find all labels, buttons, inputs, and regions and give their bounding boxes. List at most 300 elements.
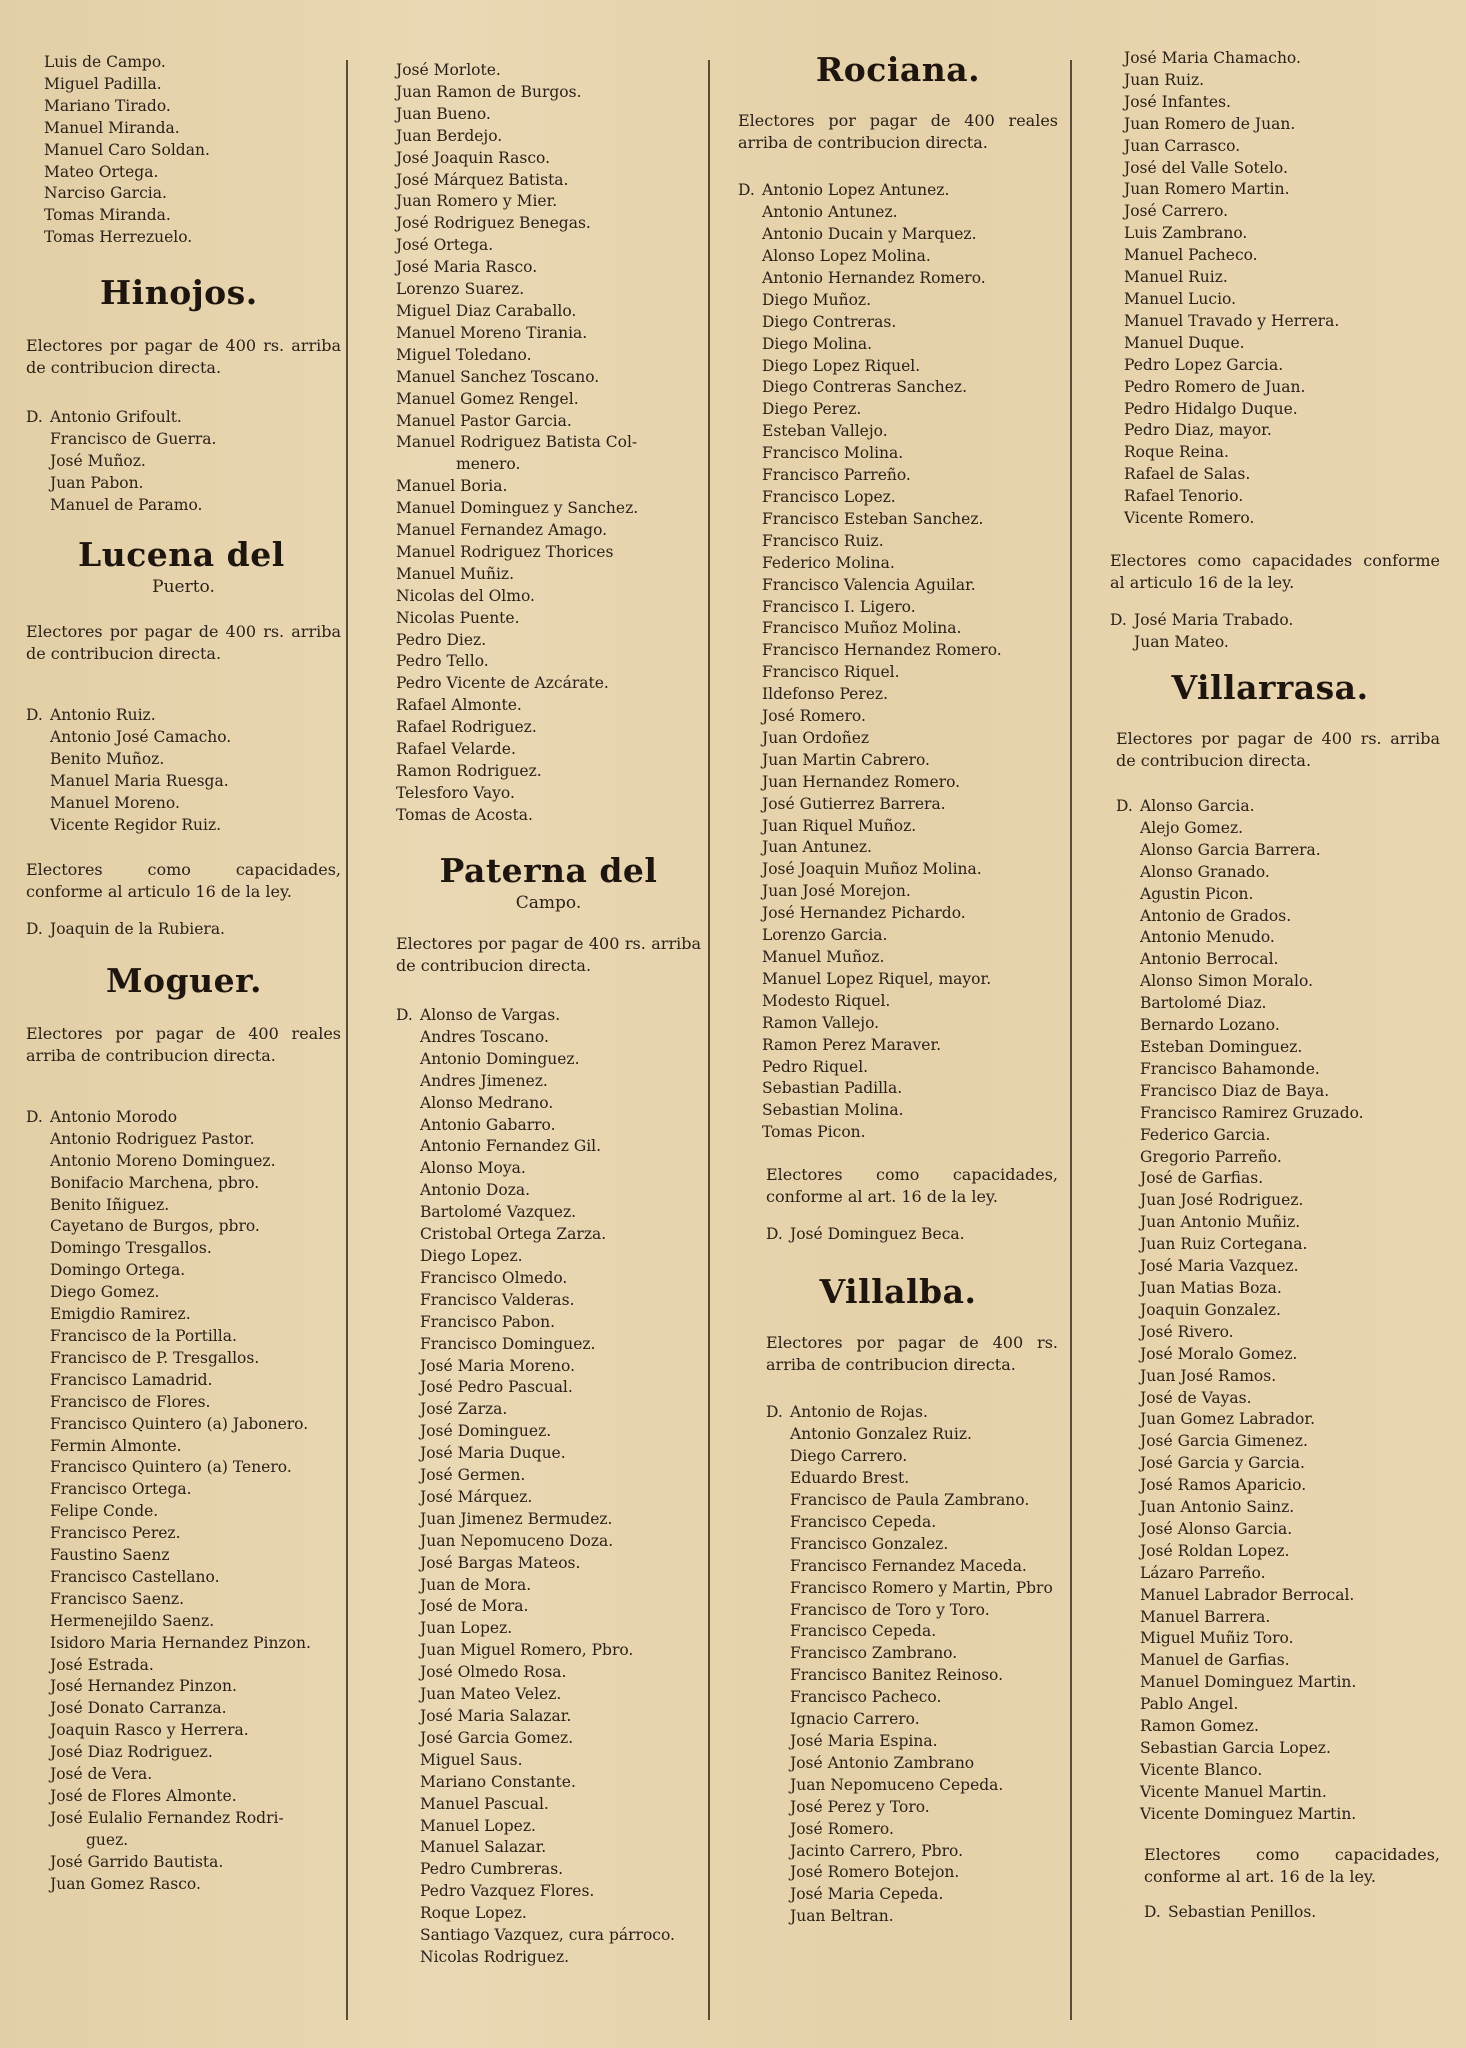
town-heading-paterna: Paterna del: [439, 850, 658, 890]
section-note: Electores como capacidades, conforme al art. 16 de la ley.: [766, 1165, 1058, 1207]
list-item: Diego Lopez.: [420, 1246, 523, 1265]
list-item: Pedro Tello.: [396, 652, 489, 671]
list-item: Ramon Perez Maraver.: [762, 1035, 942, 1054]
list-item: Felipe Conde.: [50, 1502, 159, 1521]
list-item: Francisco Esteban Sanchez.: [762, 509, 984, 528]
list-item: Manuel Gomez Rengel.: [396, 389, 579, 408]
list-item: José Zarza.: [420, 1400, 508, 1419]
list-item: Francisco Lamadrid.: [50, 1370, 213, 1389]
list-item: Antonio Berrocal.: [1140, 950, 1279, 969]
list-item: Diego Carrero.: [790, 1447, 908, 1466]
list-item: Nicolas Puente.: [396, 608, 520, 627]
list-item: José Pedro Pascual.: [420, 1378, 573, 1397]
list-item: Agustin Picon.: [1140, 884, 1254, 903]
list-item: José Márquez Batista.: [396, 170, 569, 189]
list-item: Miguel Muñiz Toro.: [1140, 1629, 1294, 1648]
list-item: Manuel Boria.: [396, 477, 508, 496]
list-item: José de Mora.: [420, 1597, 529, 1616]
list-item: Antonio Antunez.: [762, 203, 898, 222]
list-item: Antonio Doza.: [420, 1181, 531, 1200]
list-item: Nicolas del Olmo.: [396, 586, 535, 605]
list-item: Francisco Valencia Aguilar.: [762, 575, 976, 594]
list-item: Roque Lopez.: [420, 1904, 527, 1923]
list-item: Manuel Travado y Herrera.: [1124, 311, 1340, 330]
list-item: Alonso Garcia Barrera.: [1140, 840, 1321, 859]
list-item: Francisco Valderas.: [420, 1290, 575, 1309]
town-heading-lucena: Lucena del: [78, 534, 285, 574]
list-item: José de Garfias.: [1140, 1169, 1264, 1188]
name-list: [1100, 1902, 1440, 1924]
list-item: José Bargas Mateos.: [420, 1553, 581, 1572]
list-item: Antonio Gabarro.: [420, 1115, 556, 1134]
list-item: Juan Beltran.: [790, 1907, 894, 1926]
list-item: Manuel Pastor Garcia.: [396, 411, 572, 430]
list-item: José Roldan Lopez.: [1140, 1541, 1290, 1560]
list-item: Francisco Pacheco.: [790, 1688, 942, 1707]
list-item: Federico Molina.: [762, 553, 895, 572]
list-item: José del Valle Sotelo.: [1124, 158, 1288, 177]
list-item: Manuel Pacheco.: [1124, 246, 1258, 265]
list-item: Juan Gomez Labrador.: [1140, 1410, 1316, 1429]
list-item-continuation: menero.: [456, 455, 521, 474]
list-item: Modesto Riquel.: [762, 991, 891, 1010]
column-rule: [708, 60, 710, 2020]
section-note: Electores como capacidades conforme al articulo 16 de la ley.: [1110, 550, 1440, 592]
list-item: Francisco Cepeda.: [790, 1512, 937, 1531]
list-item: Francisco Ruiz.: [762, 531, 884, 550]
list-item: Manuel Labrador Berrocal.: [1140, 1585, 1355, 1604]
list-item: Ramon Vallejo.: [762, 1013, 880, 1032]
list-item: Manuel Moreno Tirania.: [396, 323, 588, 342]
list-item: Juan Romero Martin.: [1124, 180, 1290, 199]
list-item: Manuel Lopez.: [420, 1816, 536, 1835]
list-item: Vicente Romero.: [1124, 509, 1255, 528]
list-item: Tomas Miranda.: [44, 206, 171, 225]
list-item: Ignacio Carrero.: [790, 1710, 920, 1729]
name-list: [26, 52, 341, 249]
list-item: Juan Jimenez Bermudez.: [420, 1509, 613, 1528]
list-item: Domingo Tresgallos.: [50, 1239, 212, 1258]
list-item: Alonso Granado.: [1140, 862, 1270, 881]
list-item: José Garrido Bautista.: [50, 1852, 224, 1871]
list-item: Juan Miguel Romero, Pbro.: [420, 1641, 634, 1660]
list-item: Vicente Regidor Ruiz.: [50, 815, 222, 834]
list-item: Pedro Romero de Juan.: [1124, 377, 1306, 396]
list-item: Francisco Molina.: [762, 444, 904, 463]
list-item: Sebastian Garcia Lopez.: [1140, 1739, 1331, 1758]
list-item: Diego Perez.: [762, 400, 862, 419]
list-item: Juan Nepomuceno Doza.: [420, 1531, 614, 1550]
list-item: Isidoro Maria Hernandez Pinzon.: [50, 1633, 311, 1652]
list-item: Diego Molina.: [762, 334, 873, 353]
list-item: Manuel de Garfias.: [1140, 1651, 1290, 1670]
list-item: Francisco Dominguez.: [420, 1334, 596, 1353]
list-item: Fermin Almonte.: [50, 1436, 182, 1455]
list-item: Antonio Menudo.: [1140, 928, 1275, 947]
list-item: Tomas de Acosta.: [396, 805, 533, 824]
list-item: Manuel Salazar.: [420, 1838, 547, 1857]
list-item: Sebastian Molina.: [762, 1101, 904, 1120]
list-item: Francisco Riquel.: [762, 663, 900, 682]
list-item: Gregorio Parreño.: [1140, 1147, 1282, 1166]
list-item: Benito Iñiguez.: [50, 1195, 170, 1214]
list-item: Juan Hernandez Romero.: [762, 772, 961, 791]
list-item: Juan José Rodriguez.: [1140, 1191, 1304, 1210]
list-item: D. José Maria Trabado.: [1110, 610, 1294, 629]
list-item: Diego Lopez Riquel.: [762, 356, 921, 375]
list-item: José Carrero.: [1124, 202, 1229, 221]
list-item: Juan de Mora.: [420, 1575, 532, 1594]
list-item: Francisco de la Portilla.: [50, 1326, 237, 1345]
list-item: Juan Romero y Mier.: [396, 192, 558, 211]
town-heading-rociana: Rociana.: [815, 50, 981, 89]
list-item: Tomas Picon.: [762, 1123, 866, 1142]
list-item: Pedro Riquel.: [762, 1057, 869, 1076]
list-item: Mariano Constante.: [420, 1772, 576, 1791]
list-item: Juan Ordoñez: [762, 728, 870, 747]
list-item: Benito Muñoz.: [50, 750, 165, 769]
list-item: Ildefonso Perez.: [762, 685, 889, 704]
list-item: Juan Gomez Rasco.: [50, 1874, 201, 1893]
list-item: Antonio Gonzalez Ruiz.: [790, 1425, 972, 1444]
list-item: José Rodriguez Benegas.: [396, 214, 591, 233]
list-item: Juan Romero de Juan.: [1124, 114, 1296, 133]
list-item: Alejo Gomez.: [1140, 818, 1244, 837]
list-item: Diego Contreras.: [762, 312, 897, 331]
list-item: José Muñoz.: [50, 452, 146, 471]
list-item: Diego Muñoz.: [762, 290, 871, 309]
list-item: Manuel Pascual.: [420, 1794, 549, 1813]
list-item: Antonio José Camacho.: [50, 728, 232, 747]
list-item: Manuel Fernandez Amago.: [396, 521, 608, 540]
list-item: Miguel Padilla.: [44, 74, 162, 93]
list-item: Mateo Ortega.: [44, 162, 159, 181]
list-item: Juan José Morejon.: [762, 882, 911, 901]
list-item: Juan Riquel Muñoz.: [762, 816, 917, 835]
list-item: Manuel Barrera.: [1140, 1607, 1271, 1626]
list-item: Francisco Fernandez Maceda.: [790, 1556, 1027, 1575]
list-item: José Maria Espina.: [790, 1731, 938, 1750]
list-item: José Diaz Rodriguez.: [50, 1743, 213, 1762]
list-item: José Joaquin Rasco.: [396, 148, 551, 167]
list-item: José Garcia Gimenez.: [1140, 1432, 1308, 1451]
list-item: Francisco I. Ligero.: [762, 597, 916, 616]
section-note: Electores como capacidades, conforme al art. 16 de la ley.: [1144, 1844, 1440, 1886]
list-item: José Antonio Zambrano: [790, 1753, 975, 1772]
list-item: José Estrada.: [50, 1655, 154, 1674]
list-item: Juan Antonio Sainz.: [1140, 1498, 1295, 1517]
list-item: Luis de Campo.: [44, 53, 166, 71]
list-item: José Garcia y Garcia.: [1140, 1454, 1305, 1473]
list-item: Santiago Vazquez, cura párroco.: [420, 1926, 675, 1945]
list-item: Francisco Gonzalez.: [790, 1534, 949, 1553]
list-item: Narciso Garcia.: [44, 184, 167, 203]
list-item: José Romero.: [790, 1819, 894, 1838]
list-item: Manuel Maria Ruesga.: [50, 772, 229, 790]
list-item: Francisco de Paula Zambrano.: [790, 1491, 1030, 1509]
column-4: [1100, 48, 1440, 1924]
list-item: José Joaquin Muñoz Molina.: [762, 860, 982, 879]
list-item: Rafael de Salas.: [1124, 465, 1251, 484]
list-item: Francisco Quintero (a) Jabonero.: [50, 1414, 309, 1433]
list-item: D. Antonio Lopez Antunez.: [738, 181, 950, 200]
town-heading-hinojos: Hinojos.: [100, 273, 258, 313]
list-item: Francisco de Toro y Toro.: [790, 1600, 990, 1619]
list-item: Tomas Herrezuelo.: [44, 228, 193, 247]
name-list: [26, 705, 341, 836]
list-item: D. Joaquin de la Rubiera.: [26, 919, 225, 938]
list-item: José Perez y Toro.: [790, 1797, 930, 1816]
list-item: Bartolomé Vazquez.: [420, 1203, 577, 1222]
list-item: Manuel Moreno.: [50, 793, 180, 812]
list-item: Manuel Miranda.: [44, 118, 180, 137]
list-item: Juan Berdejo.: [396, 126, 503, 145]
list-item: Bartolomé Diaz.: [1140, 994, 1267, 1013]
list-item: José Morlote.: [396, 61, 501, 79]
name-list: [738, 1224, 1058, 1246]
section-note: Electores por pagar de 400 reales arriba de contribucion directa.: [26, 1023, 341, 1065]
list-item: Rafael Almonte.: [396, 696, 522, 715]
list-item: Lázaro Parreño.: [1140, 1563, 1266, 1582]
list-item: Manuel Caro Soldan.: [44, 140, 210, 159]
list-item: Vicente Blanco.: [1140, 1760, 1263, 1779]
list-item: Francisco Parreño.: [762, 466, 911, 485]
list-item: José Maria Cepeda.: [790, 1885, 944, 1904]
list-item: José Hernandez Pichardo.: [762, 904, 966, 923]
list-item: Francisco Saenz.: [50, 1589, 185, 1608]
list-item: Juan Antonio Muñiz.: [1140, 1213, 1301, 1232]
list-item: José Ortega.: [396, 236, 494, 255]
list-item: Juan José Ramos.: [1140, 1366, 1277, 1385]
list-item: Juan Nepomuceno Cepeda.: [790, 1775, 1004, 1794]
list-item: Francisco de Flores.: [50, 1392, 211, 1411]
list-item: Alonso Lopez Molina.: [762, 247, 931, 266]
list-item: Andres Jimenez.: [420, 1071, 548, 1090]
town-heading-villalba: Villalba.: [819, 1272, 977, 1312]
list-item: Manuel Dominguez y Sanchez.: [396, 499, 639, 518]
list-item: Cristobal Ortega Zarza.: [420, 1225, 607, 1244]
town-heading-villarrasa: Villarrasa.: [1171, 667, 1369, 707]
list-item: Cayetano de Burgos, pbro.: [50, 1217, 260, 1236]
list-item: Francisco de Guerra.: [50, 430, 217, 449]
list-item: José Maria Chamacho.: [1124, 49, 1301, 67]
list-item: Joaquin Gonzalez.: [1140, 1300, 1281, 1319]
list-item: Hermenejildo Saenz.: [50, 1611, 215, 1630]
list-item: Juan Martin Cabrero.: [762, 750, 930, 769]
list-item: Juan Bueno.: [396, 104, 491, 123]
list-item: Alonso Medrano.: [420, 1093, 554, 1112]
list-item: D. José Dominguez Beca.: [766, 1225, 965, 1244]
name-list: [1100, 48, 1440, 530]
list-item: Antonio Rodriguez Pastor.: [50, 1129, 255, 1148]
list-item: Francisco Ortega.: [50, 1480, 192, 1499]
list-item: Eduardo Brest.: [790, 1469, 910, 1488]
list-item-continuation: guez.: [86, 1830, 129, 1849]
list-item: José Maria Moreno.: [420, 1356, 575, 1375]
list-item: Pablo Angel.: [1140, 1695, 1239, 1714]
list-item: Diego Contreras Sanchez.: [762, 378, 968, 397]
list-item: Pedro Vicente de Azcárate.: [396, 674, 609, 693]
list-item: Pedro Hidalgo Duque.: [1124, 399, 1298, 418]
list-item: Antonio Hernandez Romero.: [762, 268, 986, 287]
list-item: D. Antonio Morodo: [26, 1107, 178, 1126]
list-item: Alonso Simon Moralo.: [1140, 972, 1313, 991]
list-item: Antonio de Grados.: [1140, 906, 1292, 925]
list-item: Francisco Diaz de Baya.: [1140, 1081, 1330, 1100]
name-list: [1100, 610, 1440, 654]
list-item: Domingo Ortega.: [50, 1261, 186, 1280]
list-item: Francisco Bahamonde.: [1140, 1059, 1320, 1078]
list-item: José Olmedo Rosa.: [420, 1663, 567, 1682]
column-3: [738, 52, 1058, 1928]
list-item: Juan Pabon.: [50, 474, 144, 493]
list-item: José Romero Botejon.: [790, 1863, 960, 1882]
list-item: Juan Ramon de Burgos.: [396, 82, 582, 101]
list-item: José Ramos Aparicio.: [1140, 1476, 1307, 1495]
list-item: Manuel Ruiz.: [1124, 268, 1228, 287]
list-item: Nicolas Rodriguez.: [420, 1947, 570, 1966]
list-item: José Moralo Gomez.: [1140, 1344, 1298, 1363]
list-item: Faustino Saenz: [50, 1546, 170, 1565]
list-item: Ramon Gomez.: [1140, 1717, 1259, 1736]
list-item: Manuel Lopez Riquel, mayor.: [762, 969, 992, 988]
list-item: Pedro Cumbreras.: [420, 1860, 564, 1879]
list-item: Emigdio Ramirez.: [50, 1305, 191, 1324]
list-item: Bonifacio Marchena, pbro.: [50, 1173, 260, 1192]
section-note: Electores por pagar de 400 rs. arriba de contribucion directa.: [26, 622, 341, 664]
list-item: Juan Ruiz.: [1124, 70, 1205, 89]
list-item: José Maria Duque.: [420, 1444, 566, 1463]
list-item: Esteban Dominguez.: [1140, 1038, 1303, 1057]
list-item: Francisco de P. Tresgallos.: [50, 1348, 260, 1367]
list-item: Ramon Rodriguez.: [396, 762, 542, 780]
list-item: Telesforo Vayo.: [396, 783, 515, 802]
list-item: Manuel Duque.: [1124, 333, 1245, 352]
list-item: José Maria Vazquez.: [1140, 1257, 1299, 1276]
list-item: José Alonso Garcia.: [1140, 1519, 1293, 1538]
list-item: Miguel Saus.: [420, 1750, 523, 1769]
list-item: Francisco Zambrano.: [790, 1644, 958, 1663]
list-item: Francisco Cepeda.: [790, 1622, 937, 1641]
name-list: [1100, 796, 1440, 1826]
list-item: Juan Ruiz Cortegana.: [1140, 1235, 1308, 1254]
list-item: Sebastian Padilla.: [762, 1079, 903, 1098]
list-item: Manuel de Paramo.: [50, 496, 203, 515]
list-item: Juan Mateo.: [1134, 632, 1229, 651]
list-item: Pedro Vazquez Flores.: [420, 1882, 595, 1901]
list-item: José Infantes.: [1124, 92, 1231, 111]
section-note: Electores por pagar de 400 rs. arriba de contribucion directa.: [26, 336, 341, 378]
list-item: José de Vayas.: [1140, 1388, 1252, 1407]
list-item: D. Alonso de Vargas.: [396, 1006, 561, 1025]
list-item: Rafael Tenorio.: [1124, 487, 1244, 506]
section-note: Electores por pagar de 400 rs. arriba de contribucion directa.: [396, 934, 701, 976]
list-item: José Eulalio Fernandez Rodri-: [50, 1808, 284, 1827]
list-item: Juan Matias Boza.: [1140, 1278, 1282, 1297]
list-item: Vicente Manuel Martin.: [1140, 1782, 1327, 1801]
list-item: José Rivero.: [1140, 1322, 1234, 1341]
list-item: Miguel Diaz Caraballo.: [396, 301, 577, 320]
name-list: [738, 1402, 1058, 1928]
list-item: José Garcia Gomez.: [420, 1728, 574, 1747]
list-item: Francisco Muñoz Molina.: [762, 619, 962, 638]
name-list: [26, 407, 341, 517]
list-item: Luis Zambrano.: [1124, 224, 1248, 243]
list-item: Pedro Diez.: [396, 630, 487, 649]
list-item: D. Antonio Grifoult.: [26, 408, 182, 427]
list-item: D. Sebastian Penillos.: [1144, 1902, 1317, 1921]
town-subheading: Campo.: [515, 893, 582, 914]
list-item: Lorenzo Garcia.: [762, 926, 888, 945]
list-item: Francisco Romero y Martin, Pbro: [790, 1578, 1053, 1597]
column-1: [26, 52, 341, 1896]
list-item: Manuel Lucio.: [1124, 289, 1237, 308]
section-note: Electores por pagar de 400 reales arriba de contribucion directa.: [738, 111, 1058, 153]
list-item: José Germen.: [420, 1466, 526, 1485]
list-item: Miguel Toledano.: [396, 345, 532, 364]
column-rule: [346, 60, 348, 2020]
list-item: Roque Reina.: [1124, 443, 1229, 462]
list-item: Francisco Lopez.: [762, 487, 896, 506]
list-item: José Dominguez.: [420, 1422, 552, 1441]
list-item: D. Antonio de Rojas.: [766, 1403, 928, 1422]
list-item: Manuel Muñiz.: [396, 564, 515, 583]
list-item: Bernardo Lozano.: [1140, 1016, 1280, 1035]
list-item: José Donato Carranza.: [50, 1699, 227, 1718]
list-item: Jacinto Carrero, Pbro.: [790, 1841, 963, 1860]
list-item: Francisco Banitez Reinoso.: [790, 1666, 1004, 1685]
list-item: Juan Carrasco.: [1124, 136, 1241, 155]
section-note: Electores por pagar de 400 rs. arriba de contribucion directa.: [766, 1333, 1058, 1375]
column-rule: [1070, 60, 1072, 2020]
list-item: Francisco Pabon.: [420, 1312, 556, 1331]
list-item: Manuel Sanchez Toscano.: [396, 367, 600, 386]
list-item: José Gutierrez Barrera.: [762, 794, 946, 813]
list-item: José Romero.: [762, 707, 866, 726]
town-subheading: Puerto.: [152, 577, 215, 598]
list-item: Juan Antunez.: [762, 838, 872, 857]
list-item: Manuel Rodriguez Batista Col-: [396, 433, 638, 452]
list-item: Francisco Hernandez Romero.: [762, 641, 1002, 660]
name-list: [396, 60, 701, 827]
list-item: Pedro Diaz, mayor.: [1124, 421, 1272, 440]
list-item: Francisco Olmedo.: [420, 1268, 568, 1287]
list-item: José Maria Salazar.: [420, 1707, 572, 1726]
column-2: [396, 60, 701, 1969]
list-item: Diego Gomez.: [50, 1283, 160, 1302]
list-item: Manuel Rodriguez Thorices: [396, 542, 614, 561]
list-item: Andres Toscano.: [420, 1027, 549, 1046]
list-item: D. Antonio Ruiz.: [26, 706, 156, 725]
list-item: Manuel Muñoz.: [762, 948, 885, 967]
list-item: Francisco Quintero (a) Tenero.: [50, 1458, 292, 1477]
list-item: José de Flores Almonte.: [50, 1787, 237, 1806]
list-item: Juan Mateo Velez.: [420, 1685, 562, 1704]
list-item: Alonso Moya.: [420, 1159, 526, 1178]
list-item: Pedro Lopez Garcia.: [1124, 355, 1284, 374]
list-item: José Maria Rasco.: [396, 258, 538, 277]
list-item: Antonio Ducain y Marquez.: [762, 225, 977, 244]
list-item: Francisco Perez.: [50, 1524, 181, 1543]
list-item: Francisco Castellano.: [50, 1567, 220, 1586]
list-item: Antonio Dominguez.: [420, 1049, 580, 1068]
name-list: [396, 1005, 701, 1969]
name-list: [26, 1107, 341, 1896]
list-item: Francisco Ramirez Gruzado.: [1140, 1103, 1364, 1122]
name-list: [738, 180, 1058, 1144]
list-item: Antonio Moreno Dominguez.: [50, 1151, 276, 1170]
list-item: José Hernandez Pinzon.: [50, 1677, 237, 1696]
